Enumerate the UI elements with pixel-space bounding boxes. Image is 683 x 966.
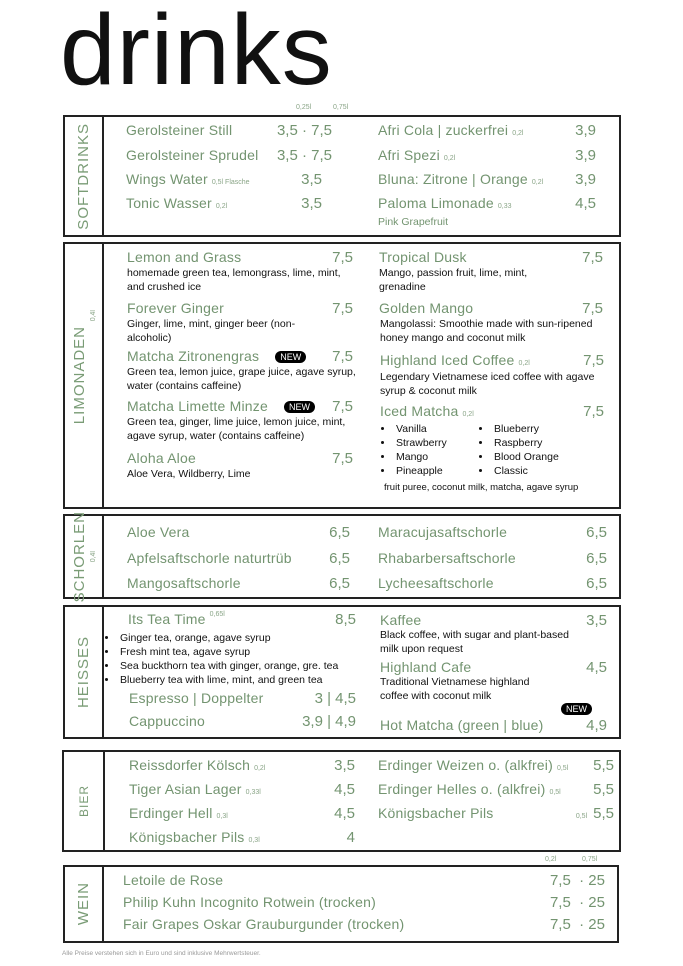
item-name: Afri Spezi: [378, 147, 440, 163]
menu-item: [378, 550, 607, 567]
item-desc: Aloe Vera, Wildberry, Lime: [127, 468, 251, 480]
item-name: Cappuccino: [129, 713, 205, 729]
item-price: 6,5: [329, 575, 350, 592]
section-label-column: [65, 607, 102, 737]
flavor: • Pineapple: [394, 464, 447, 478]
menu-item: [127, 575, 350, 592]
flavor: • Mango: [394, 450, 447, 464]
item-desc: homemade green tea, lemongrass, lime, mint, and crushed ice: [127, 267, 341, 293]
item-size: 0,2l: [215, 203, 228, 210]
item-name: Aloha Aloe: [127, 450, 196, 466]
divider: [102, 244, 104, 507]
item-price: 3 | 4,5: [314, 690, 356, 707]
menu-item: [126, 195, 332, 212]
item-price: 5,5: [593, 757, 614, 774]
new-badge: NEW: [275, 351, 306, 363]
menu-item: [127, 398, 353, 415]
section-size: 0,4l: [89, 550, 97, 563]
item-price: 4: [346, 829, 355, 846]
divider: [103, 752, 105, 850]
item-price: 8,5: [335, 611, 356, 628]
item-name: Golden Mango: [379, 300, 474, 316]
item-price: 4,9: [586, 717, 607, 734]
section-label-column: [65, 867, 102, 941]
menu-item: [378, 805, 614, 822]
flavor: • Blueberry: [492, 422, 559, 436]
item-name: Erdinger Weizen o. (alkfrei): [378, 757, 553, 773]
item-size: 0,33: [497, 203, 512, 210]
item-desc: fruit puree, coconut milk, matcha, agave syrup: [384, 482, 579, 493]
item-price: 7,5: [582, 300, 603, 317]
section-label-column: [64, 752, 103, 850]
item-name: Reissdorfer Kölsch: [129, 757, 251, 773]
item-name: Tonic Wasser: [126, 195, 212, 211]
item-name: Letoile de Rose: [123, 872, 224, 888]
item-name: Bluna: Zitrone | Orange: [378, 171, 528, 187]
item-desc: Mangolassi: Smoothie made with sun-ripened honey mango and coconut milk: [380, 318, 593, 344]
item-price: 7,5: [332, 398, 353, 415]
item-desc: Green tea, lemon juice, grape juice, agave syrup, water (contains caffeine): [127, 366, 356, 392]
menu-item: [378, 757, 614, 774]
menu-item: [127, 550, 350, 567]
item-price: 7,5: [332, 300, 353, 317]
menu-item: [379, 249, 603, 266]
tea-option: • Blueberry tea with lime, mint, and green tea: [118, 673, 338, 687]
item-name: Gerolsteiner Sprudel: [126, 147, 259, 163]
item-price: 7,5: [332, 249, 353, 266]
item-name: Erdinger Hell: [129, 805, 213, 821]
menu-item: [126, 122, 332, 139]
item-name: Erdinger Helles o. (alkfrei): [378, 781, 546, 797]
divider: [102, 117, 104, 235]
section-label: LIMONADEN: [70, 326, 88, 425]
menu-item: [127, 450, 353, 467]
item-price: 7,5 · 25: [549, 872, 605, 889]
item-price: 3,5 · 7,5: [276, 147, 332, 164]
flavor: • Classic: [492, 464, 559, 478]
item-price: 3,9: [575, 147, 596, 164]
item-price: 4,5: [334, 781, 355, 798]
section-label-column: [65, 244, 102, 507]
item-desc: Ginger, lime, mint, ginger beer (non-alcoholic): [127, 318, 296, 344]
tea-option: • Ginger tea, orange, agave syrup: [118, 631, 338, 645]
item-size: 0,5l: [556, 765, 569, 772]
item-name: Tropical Dusk: [379, 249, 467, 265]
menu-item: [129, 781, 355, 798]
item-name: Its Tea Time: [128, 611, 206, 627]
size-header-small: 0,25l: [296, 104, 312, 111]
item-price: 7,5: [583, 352, 604, 369]
menu-item: [123, 894, 605, 911]
item-name: Lemon and Grass: [127, 249, 242, 265]
item-name: Aloe Vera: [127, 524, 190, 540]
item-price: 7,5: [332, 450, 353, 467]
item-name: Tiger Asian Lager: [129, 781, 242, 797]
item-name: Lycheesaftschorle: [378, 575, 494, 591]
item-size: 0,3l: [248, 837, 260, 844]
item-name: Mangosaftschorle: [127, 575, 241, 591]
item-size: 0,5l: [549, 789, 561, 796]
item-price: 3,9 | 4,9: [302, 713, 356, 730]
item-price: 6,5: [586, 524, 607, 541]
menu-item: [129, 829, 355, 846]
menu-item: [129, 757, 355, 774]
menu-item: [126, 147, 332, 164]
section-label: HEISSES: [75, 635, 92, 709]
menu-item: [128, 611, 356, 628]
item-price: 3,5: [334, 757, 355, 774]
item-price: 5,5: [593, 781, 614, 798]
tea-option: • Sea buckthorn tea with ginger, orange, gre. tea: [118, 659, 338, 673]
item-name: Fair Grapes Oskar Grauburgunder (trocken): [123, 916, 405, 932]
menu-item: [378, 147, 596, 164]
item-desc: Mango, passion fruit, lime, mint, grenadine: [379, 267, 528, 293]
item-size: 0,5l Flasche: [211, 179, 250, 186]
price-disclaimer: Alle Preise verstehen sich in Euro und sind inklusive Mehrwertsteuer.: [62, 950, 261, 957]
item-price: 3,9: [575, 122, 596, 139]
item-price: 3,9: [575, 171, 596, 188]
item-name: Apfelsaftschorle naturtrüb: [127, 550, 292, 566]
menu-item: [380, 717, 607, 734]
tea-option: • Fresh mint tea, agave syrup: [118, 645, 338, 659]
item-size: 0,5l: [575, 813, 588, 820]
menu-item: [127, 249, 353, 266]
item-size: 0,33l: [245, 789, 261, 796]
item-name: Philip Kuhn Incognito Rotwein (trocken): [123, 894, 376, 910]
item-price: 6,5: [329, 524, 350, 541]
item-price: 3,5: [301, 171, 322, 188]
item-price: 6,5: [586, 550, 607, 567]
item-price: 3,5: [586, 612, 607, 629]
item-size: 0,2l: [254, 765, 266, 772]
item-desc: Traditional Vietnamese highland coffee with coconut milk: [380, 676, 530, 702]
item-name: Königsbacher Pils: [378, 805, 494, 821]
flavor-list: [380, 422, 447, 478]
menu-item: [378, 122, 596, 139]
menu-item: [380, 403, 604, 420]
page-title: drinks: [60, 0, 333, 106]
menu-item: [378, 171, 596, 188]
menu-item: [378, 781, 614, 798]
menu-item: [378, 524, 607, 541]
item-name: Hot Matcha (green | blue): [380, 717, 544, 733]
menu-item: [127, 300, 353, 317]
section-label: SCHORLEN: [70, 510, 88, 603]
size-header-small: 0,2l: [545, 856, 557, 863]
item-name: Maracujasaftschorle: [378, 524, 508, 540]
size-header-large: 0,75l: [333, 104, 349, 111]
section-label-column: [65, 117, 102, 235]
menu-item: [127, 348, 353, 365]
section-label-column: [65, 510, 102, 603]
section-label: SOFTDRINKS: [75, 122, 92, 230]
item-size: 0,2l: [443, 155, 456, 162]
section-label: WEIN: [75, 882, 92, 926]
item-price: 5,5: [593, 805, 614, 822]
menu-item: [379, 300, 603, 317]
item-name: Kaffee: [380, 612, 422, 628]
flavor-list: [478, 422, 559, 478]
item-price: 4,5: [586, 659, 607, 676]
flavor: • Vanilla: [394, 422, 447, 436]
item-name: Rhabarbersaftschorle: [378, 550, 516, 566]
item-price: 7,5: [583, 403, 604, 420]
item-name: Paloma Limonade: [378, 195, 494, 211]
item-name: Highland Cafe: [380, 659, 472, 675]
item-name: Wings Water: [126, 171, 208, 187]
item-name: Gerolsteiner Still: [126, 122, 233, 138]
menu-item: [380, 352, 604, 369]
item-name: Afri Cola | zuckerfrei: [378, 122, 509, 138]
menu-item: [378, 195, 596, 212]
item-size: 0,65l: [209, 611, 225, 618]
divider: [102, 867, 104, 941]
item-desc: Black coffee, with sugar and plant-based milk upon request: [380, 629, 569, 655]
item-size: 0,3l: [216, 813, 228, 820]
menu-item: [380, 612, 607, 629]
item-name: Highland Iced Coffee: [380, 352, 515, 368]
menu-item: [129, 690, 356, 707]
new-badge: NEW: [284, 401, 315, 413]
item-price: 6,5: [586, 575, 607, 592]
item-price: 7,5 · 25: [549, 916, 605, 933]
menu-item: [380, 659, 607, 676]
tea-list: [104, 631, 338, 687]
menu-item: [123, 872, 605, 889]
item-size: 0,2l: [518, 360, 530, 367]
item-price: 4,5: [575, 195, 596, 212]
item-price: 7,5 · 25: [549, 894, 605, 911]
item-name: Espresso | Doppelter: [129, 690, 264, 706]
item-size: 0,2l: [462, 411, 474, 418]
flavor: • Raspberry: [492, 436, 559, 450]
item-price: 4,5: [334, 805, 355, 822]
menu-item: [129, 713, 356, 730]
menu-item: [127, 524, 350, 541]
item-price: 3,5: [301, 195, 322, 212]
section-label: BIER: [76, 784, 91, 817]
item-price: 7,5: [582, 249, 603, 266]
item-size: 0,2l: [512, 130, 524, 137]
item-desc: Green tea, ginger, lime juice, lemon juice, mint, agave syrup, water (contains caffeine): [127, 416, 346, 442]
item-desc: Pink Grapefruit: [378, 216, 449, 228]
item-name: Matcha Zitronengras: [127, 348, 260, 364]
item-price: 7,5: [332, 348, 353, 365]
size-header-large: 0,75l: [582, 856, 598, 863]
item-desc: Legendary Vietnamese iced coffee with agave syrup & coconut milk: [380, 371, 595, 397]
menu-item: [123, 916, 605, 933]
flavor: • Blood Orange: [492, 450, 559, 464]
new-badge: NEW: [561, 703, 592, 715]
item-price: 6,5: [329, 550, 350, 567]
item-size: 0,2l: [531, 179, 544, 186]
menu-item: [129, 805, 355, 822]
item-name: Königsbacher Pils: [129, 829, 245, 845]
divider: [102, 516, 104, 597]
item-name: Iced Matcha: [380, 403, 459, 419]
flavor: • Strawberry: [394, 436, 447, 450]
item-price: 3,5 · 7,5: [276, 122, 332, 139]
menu-item: [378, 575, 607, 592]
section-size: 0,4l: [89, 309, 97, 322]
menu-item: [126, 171, 332, 188]
item-name: Forever Ginger: [127, 300, 224, 316]
item-name: Matcha Limette Minze: [127, 398, 268, 414]
